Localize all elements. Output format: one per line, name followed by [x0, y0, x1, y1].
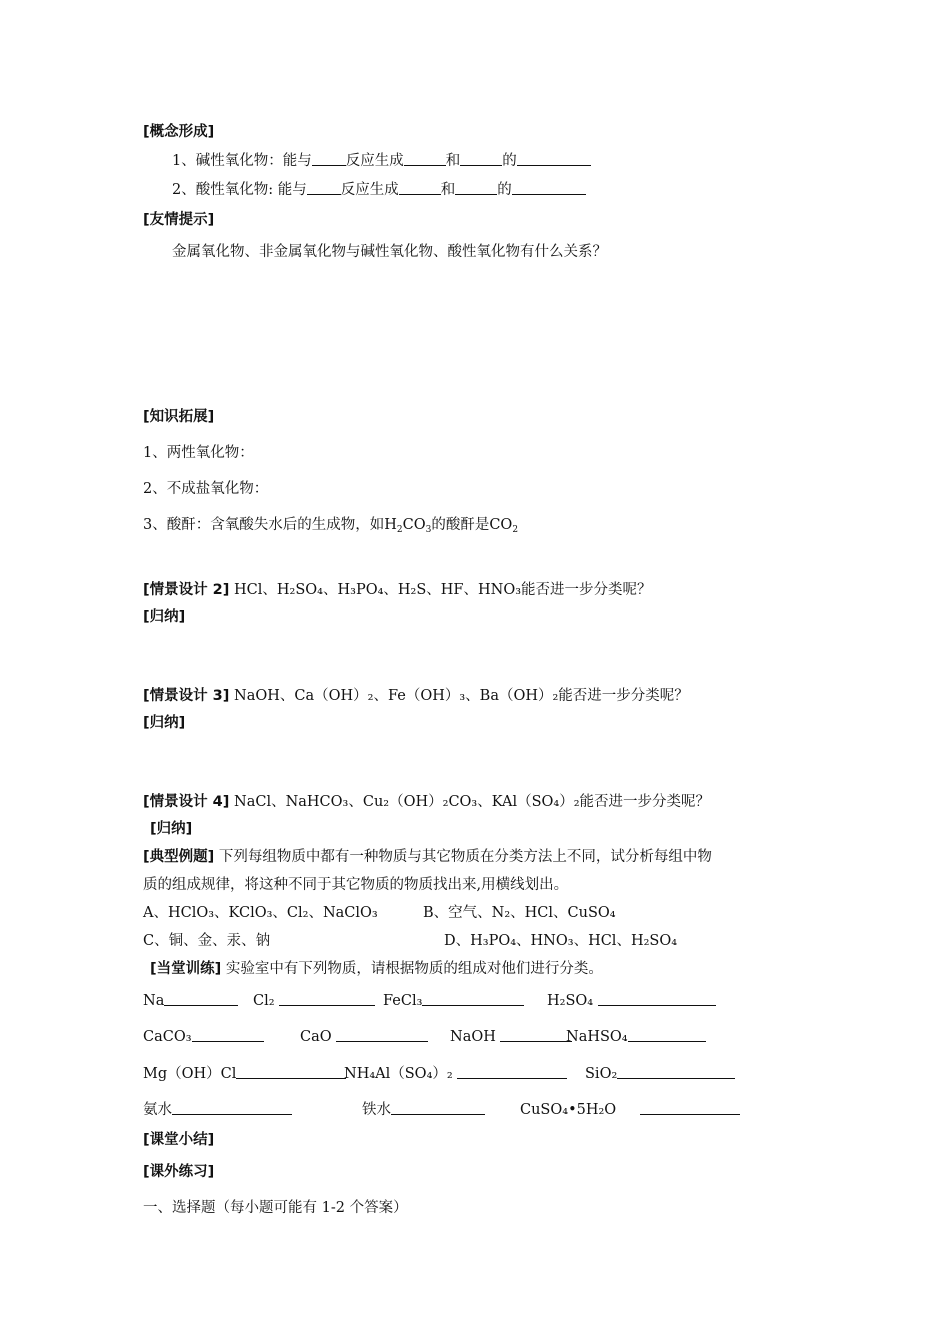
drill-item: [450, 1027, 572, 1047]
ext-item-2: 2、不成盐氧化物：: [143, 481, 269, 497]
blank[interactable]: [312, 151, 346, 166]
drill-item-label: FeCl₃: [383, 993, 423, 1009]
drill-item-label: NH₄Al（SO₄）₂: [344, 1066, 453, 1082]
drill-item-label: NaOH: [450, 1029, 496, 1045]
ext-item-3-text: CO: [402, 517, 426, 533]
blank[interactable]: [399, 180, 441, 195]
scenario-2-text: HCl、H₂SO₄、H₃PO₄、H₂S、HF、HNO₃能否进一步分类呢？: [234, 582, 652, 598]
ext-heading: [知识拓展]: [143, 409, 215, 425]
answer-blank[interactable]: [279, 991, 375, 1006]
scenario-4-text: NaCl、NaHCO₃、Cu₂（OH）₂CO₃、KAl（SO₄）₂能否进一步分类呢？: [234, 794, 711, 810]
concept-heading: [概念形成]: [143, 124, 215, 140]
drill-item: [547, 991, 716, 1011]
option-c[interactable]: C、铜、金、汞、钠: [143, 933, 271, 949]
drill-text: 实验室中有下列物质，请根据物质的组成对他们进行分类。: [225, 961, 603, 977]
answer-blank[interactable]: [192, 1027, 264, 1042]
drill-heading: [当堂训练]: [150, 961, 222, 977]
drill-item-label: CuSO₄•5H₂O: [520, 1102, 617, 1118]
subscript: 2: [512, 525, 519, 535]
concept-2-prefix: 2、酸性氧化物: 能与: [172, 182, 307, 198]
option-a[interactable]: A、HClO₃、KClO₃、Cl₂、NaClO₃: [143, 905, 378, 921]
drill-item-label: Mg（OH）Cl: [143, 1066, 237, 1082]
drill-item: [143, 1100, 292, 1120]
drill-item-label: Cl₂: [253, 993, 275, 1009]
scenario-3-heading: [情景设计 3]: [143, 688, 230, 704]
answer-blank[interactable]: [640, 1100, 740, 1115]
blank[interactable]: [517, 151, 591, 166]
answer-blank[interactable]: [457, 1064, 567, 1079]
concept-1-mid2: 和: [445, 153, 461, 169]
drill-item: [300, 1027, 428, 1047]
concept-line-2: [172, 180, 586, 200]
concept-1-mid3: 的: [502, 153, 517, 169]
ext-item-3-text: 的酸酐是CO: [431, 517, 513, 533]
ext-item-3-text: 3、酸酐：含氧酸失水后的生成物，如H: [143, 517, 397, 533]
scenario-2-heading: [情景设计 2]: [143, 582, 230, 598]
subscript: 3: [425, 525, 432, 535]
example-line-1: [143, 847, 712, 867]
answer-blank[interactable]: [500, 1027, 572, 1042]
drill-item-label: CaO: [300, 1029, 332, 1045]
drill-item: [383, 991, 524, 1011]
option-d[interactable]: D、H₃PO₄、HNO₃、HCl、H₂SO₄: [444, 933, 678, 949]
concept-1-mid1: 反应生成: [345, 153, 404, 169]
concept-2-mid1: 反应生成: [340, 182, 399, 198]
drill-line: [150, 959, 603, 979]
answer-blank[interactable]: [336, 1027, 428, 1042]
example-text-1: 下列每组物质中都有一种物质与其它物质在分类方法上不同，试分析每组中物: [218, 849, 712, 865]
drill-item-label: Na: [143, 993, 165, 1009]
scenario-4-summary: [归纳]: [150, 821, 193, 837]
scenario-3-text: NaOH、Ca（OH）₂、Fe（OH）₃、Ba（OH）₂能否进一步分类呢？: [234, 688, 689, 704]
ext-item-3: [143, 515, 518, 535]
scenario-2: [143, 580, 652, 600]
tip-text: 金属氧化物、非金属氧化物与碱性氧化物、酸性氧化物有什么关系？: [172, 244, 607, 260]
ext-item-1: 1、两性氧化物：: [143, 445, 254, 461]
drill-item-label: 铁水: [362, 1102, 391, 1118]
answer-blank[interactable]: [172, 1100, 292, 1115]
option-b[interactable]: B、空气、N₂、HCl、CuSO₄: [423, 905, 616, 921]
drill-item: [585, 1064, 735, 1084]
answer-blank[interactable]: [628, 1027, 706, 1042]
drill-item-label: SiO₂: [585, 1066, 618, 1082]
concept-2-mid2: 和: [440, 182, 456, 198]
example-text-2: 质的组成规律，将这种不同于其它物质的物质找出来,用横线划出。: [143, 877, 569, 893]
blank[interactable]: [455, 180, 497, 195]
answer-blank[interactable]: [164, 991, 238, 1006]
drill-item-label: H₂SO₄: [547, 993, 594, 1009]
drill-item-label: 氨水: [143, 1102, 172, 1118]
drill-item: [520, 1100, 740, 1120]
tip-heading: [友情提示]: [143, 212, 215, 228]
answer-blank[interactable]: [422, 991, 524, 1006]
blank[interactable]: [460, 151, 502, 166]
concept-1-prefix: 1、碱性氧化物：能与: [172, 153, 312, 169]
drill-item: [143, 1064, 346, 1084]
drill-item: [362, 1100, 485, 1120]
scenario-4-heading: [情景设计 4]: [143, 794, 230, 810]
summary-heading: [课堂小结]: [143, 1132, 215, 1148]
drill-item: [143, 1027, 264, 1047]
scenario-3-summary: [归纳]: [143, 715, 186, 731]
concept-line-1: [172, 151, 591, 171]
drill-item: [344, 1064, 567, 1084]
answer-blank[interactable]: [598, 991, 716, 1006]
scenario-3: [143, 686, 689, 706]
scenario-2-summary: [归纳]: [143, 609, 186, 625]
answer-blank[interactable]: [236, 1064, 346, 1079]
drill-item-label: CaCO₃: [143, 1029, 192, 1045]
drill-item: [143, 991, 238, 1011]
concept-2-mid3: 的: [497, 182, 512, 198]
answer-blank[interactable]: [617, 1064, 735, 1079]
scenario-4: [143, 792, 710, 812]
homework-q1: 一、选择题（每小题可能有 1-2 个答案）: [143, 1200, 408, 1216]
blank[interactable]: [404, 151, 446, 166]
blank[interactable]: [307, 180, 341, 195]
drill-item-label: NaHSO₄: [566, 1029, 628, 1045]
subscript: 2: [396, 525, 403, 535]
blank[interactable]: [512, 180, 586, 195]
drill-item: [253, 991, 375, 1011]
homework-heading: [课外练习]: [143, 1164, 215, 1180]
drill-item: [566, 1027, 706, 1047]
answer-blank[interactable]: [391, 1100, 485, 1115]
example-heading: [典型例题]: [143, 849, 215, 865]
